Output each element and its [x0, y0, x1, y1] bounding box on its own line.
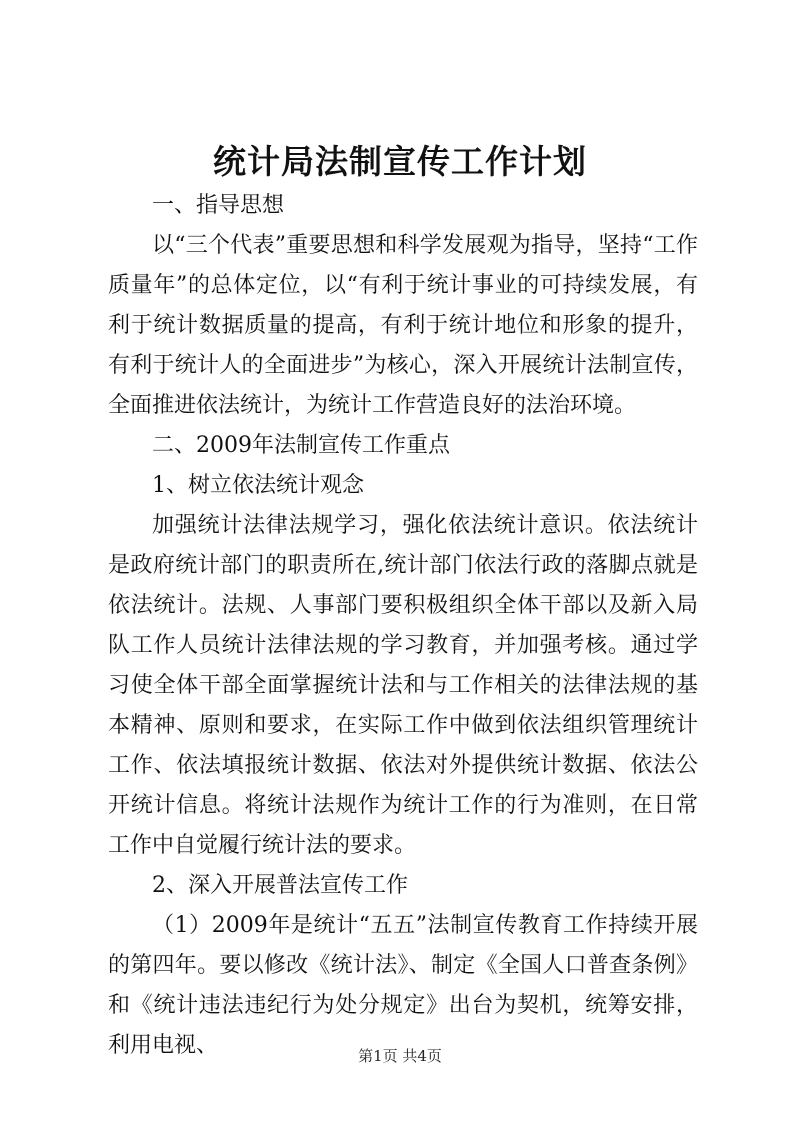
page-number-footer: 第1页 共4页 — [358, 1047, 442, 1065]
subheading-legal-concept: 1、树立依法统计观念 — [152, 473, 364, 498]
section-heading-2009-focus: 二、2009年法制宣传工作重点 — [152, 433, 450, 458]
paragraph-guiding-ideology: 以“三个代表”重要思想和科学发展观为指导，坚持“工作质量年”的总体定位，以“有利于统计事业的可持续发展，有利于统计数据质量的提高，有利于统计地位和形象的提升，有利于统计人的全面进步”为核心，深入开展统计法制宣传，全面推进依法统计，为统计工作营造良好的法治环境。 — [108, 233, 698, 418]
section-heading-guiding-ideology: 一、指导思想 — [152, 193, 285, 218]
document-title: 统计局法制宣传工作计划 — [213, 142, 587, 181]
paragraph-legal-study: 加强统计法律法规学习，强化依法统计意识。依法统计是政府统计部门的职责所在,统计部门依法行政的落脚点就是依法统计。法规、人事部门要积极组织全体干部以及新入局队工作人员统计法律法规的学习教育，并加强考核。通过学习使全体干部全面掌握统计法和与工作相关的法律法规的基本精神、原则和要求，在实际工作中做到依法组织管理统计工作、依法填报统计数据、依法对外提供统计数据、依法公开统计信息。将统计法规作为统计工作的行为准则，在日常工作中自觉履行统计法的要求。 — [108, 513, 698, 858]
subheading-legal-publicity: 2、深入开展普法宣传工作 — [152, 873, 408, 898]
paragraph-five-five-plan: （1）2009年是统计“五五”法制宣传教育工作持续开展的第四年。要以修改《统计法》、制定《全国人口普查条例》和《统计违法违纪行为处分规定》出台为契机，统筹安排，利用电视、 — [108, 913, 698, 1058]
document-body — [108, 186, 698, 1066]
